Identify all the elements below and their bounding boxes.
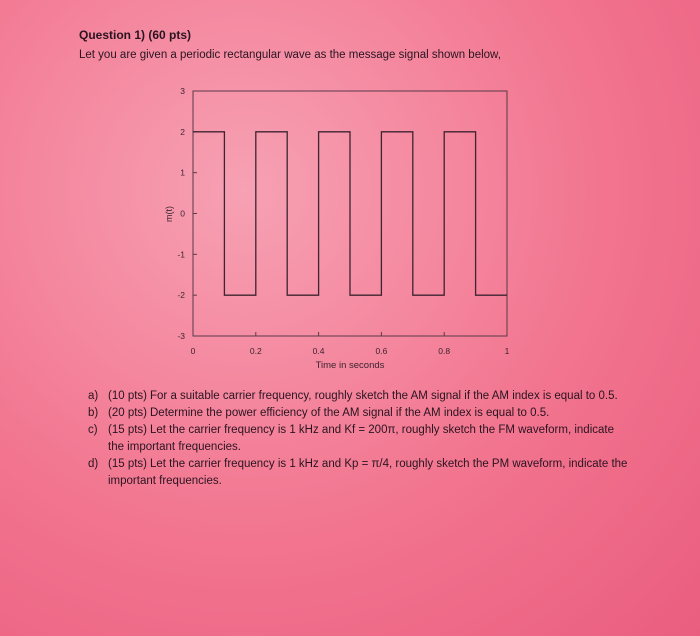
x-tick-label: 0.8 [438,346,451,356]
part-c [88,422,628,456]
part-text: For a suitable carrier frequency, roughly sketch the AM signal if the AM index is equal to 0.5. [150,390,618,402]
question-intro: Let you are given a periodic rectangular wave as the message signal shown below, [79,49,501,61]
part-points: (10 pts) [108,390,147,402]
x-tick-label: 0.4 [312,346,325,356]
y-tick-label: -3 [177,331,185,341]
x-tick-label: 0.6 [375,346,388,356]
y-tick-label: 1 [180,167,185,178]
square-wave-line [193,132,507,295]
y-tick-label: -2 [177,290,185,301]
part-text: Let the carrier frequency is 1 kHz and Kp = π/4, roughly sketch the PM waveform, indicate the important frequencies. [108,458,628,487]
question-parts [88,388,628,490]
part-points: (15 pts) [108,424,147,436]
y-axis-label: m(t) [164,206,174,222]
y-tick-label: -1 [177,249,185,260]
part-label: a) [88,390,99,402]
question-heading: Question 1) (60 pts) [79,28,192,42]
part-points: (15 pts) [108,458,147,470]
part-label: b) [88,407,99,419]
y-axis-ticks [177,86,197,341]
y-tick-label: 3 [180,86,185,96]
y-tick-label: 0 [180,208,185,219]
x-axis-label: Time in seconds [315,360,385,371]
x-tick-label: 1 [504,346,510,356]
part-points: (20 pts) [108,407,147,419]
y-tick-label: 2 [180,126,185,137]
part-d [88,456,628,490]
x-tick-label: 0 [190,346,196,356]
part-a [88,388,628,405]
part-b [88,405,628,422]
x-tick-label: 0.2 [249,346,262,356]
part-label: d) [88,458,99,470]
part-label: c) [88,424,98,436]
part-text: Determine the power efficiency of the AM signal if the AM index is equal to 0.5. [150,407,550,419]
part-text: Let the carrier frequency is 1 kHz and Kf = 200π, roughly sketch the FM waveform, indicate the important frequencies. [108,424,614,453]
